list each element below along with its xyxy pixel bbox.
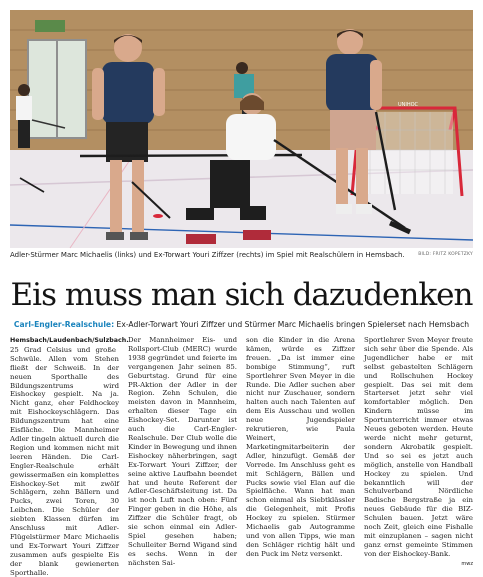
photo-caption: Adler-Stürmer Marc Michaelis (links) und Ex-Torwart Youri Ziffzer (rechts) im Spiel mit Realschülern in Hemsbach. [10,251,405,259]
column-1-text [10,336,129,577]
article-photo [10,10,473,248]
article-subhead [10,320,473,329]
article-headline: Eis muss man sich dazudenken [10,277,473,313]
photo-credit: BILD: FRITZ KOPETZKY [418,252,473,257]
article-column-4 [364,336,473,567]
dateline: Hemsbach/Laudenbach/Sulzbach. [10,337,129,344]
subhead-text: Ex-Adler-Torwart Youri Ziffzer und Stürmer Marc Michaelis bringen Spielerset nach Hemsbach [114,320,470,329]
article-column-1 [10,336,129,577]
column-4-text: Sportlehrer Sven Meyer freute sich sehr über die Spende. Als Jugendlicher habe er mit selbst gebastelten Schlägern und Rollschuhen Hockey gespielt. Das sei mit dem Starterset jetzt sehr viel komfortabler möglich. Den Kindern müsse im Sportunterricht immer etwas Neues geboten werden. Heute werde nicht mehr geturnt, sondern Akrobatik gespielt. Und so sei es jetzt auch möglich, anstelle von Handball Hockey zu spielen. Und bekanntlich will der Schulverband Nördliche Badische Bergstraße ja ein neues Gebäude für die BIZ-Schulen bauen. Jetzt wäre noch Zeit, gleich eine Fishalle mit einzuplanen – sagen nicht ganz ernst gemeinte Stimmen von der Eishockey-Bank. [364,336,473,558]
column-1-body: 25 Grad Celsius und große Schwüle. Allen vom Stehen fließt der Schweiß. In der neuen Sporthalle des Bildungszentrums wird Eishockey gespielt. Na ja. Nicht ganz, eher Feldhockey mit Eishockeyschlägern. Das Bildungszentrum hat eine Eisfläche. Die Mannheimer Adler tingeln aktuell durch die Region und kommen nicht mit leeren Händen. Die Carl-Engler-Realschule erhält gewissermaßen ein komplettes Eishockey-Set mit zwölf Schlägern, zehn Bällern und Pucks, zwei Toren, 30 Leibchen. Die Schüler der siebten Klassen dürfen im Anschluss mit Adler-Flügelstürmer Marc Michaelis und Ex-Torwart Youri Ziffzer zusammen aufs gespielte Eis der blank gewienerten Sporthalle. [10,345,119,577]
column-2-text: Der Mannheimer Eis- und Rollsport-Club (MERC) wurde 1938 gegründet und feierte im vergangenen Jahr seinen 85. Geburtstag. Grund für eine PR-Aktion der Adler in der Region. Zehn Schulen, die meisten davon in Mannheim, erhalten dieser Tage ein Eishockey-Set. Darunter ist auch die Carl-Engler-Realschule. Der Club wolle die Kinder in Bewegung und ihnen Eishockey näherbringen, sagt Ex-Torwart Youri Ziffzer, der seine aktive Laufbahn beendet hat und heute Referent der Adler-Geschäftsleitung ist. Da ist noch Luft nach oben: Fünf Finger geben in die Höhe, als Ziffzer die Schüler fragt, ob sie schon einmal ein Adler-Spiel gesehen haben; Schulleiter Bernd Wigand sind es sechs. Wenn in der nächsten Sai- [128,336,237,567]
article-column-3 [246,336,355,558]
article-column-2 [128,336,237,567]
goal-brand-label: UNIHOC [397,102,419,108]
column-3-text: son die Kinder in die Arena kämen, würde es Ziffzer freuen. „Da ist immer eine bombige Stimmung“, ruft Sportlehrer Sven Meyer in die Runde. Die Adler suchen aber nicht nur Zuschauer, sondern halten auch nach Talenten auf dem Eis Ausschau und wollen neue Jugendspieler rekrutieren, wie Paula Weinert, Marketingmitarbeiterin der Adler, hinzufügt. Gemäß der Vorrede. Im Anschluss geht es mit Schlägern, Bällen und Pucks sowie viel Elan auf die Spielfläche. Wann hat man schon einmal als Siebtklässler die Gelegenheit, mit Profis Hockey zu spielen. Stürmer Michaelis gab Autogramme und von allen Tipps, wie man den Schläger richtig hält und den Puck im Netz versenkt. [246,336,355,558]
hockey-scene-illustration [10,10,473,248]
author-initials: mwz [461,560,473,567]
article-body [10,336,473,577]
subhead-kicker: Carl-Engler-Realschule: [13,320,115,329]
